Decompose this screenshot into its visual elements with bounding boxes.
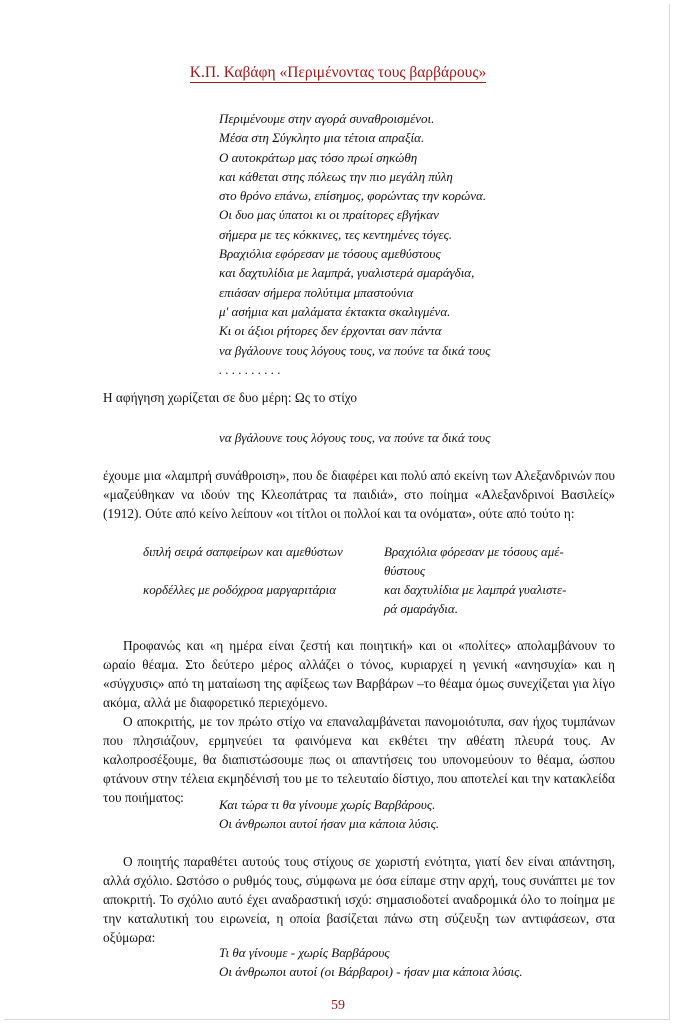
comparison-right-4: ρά σμαράγδια. xyxy=(384,601,458,616)
poem-line: Ο αυτοκράτωρ μας τόσο πρωί σηκώθη xyxy=(219,149,418,165)
quote-line: Οι άνθρωποι αυτοί (οι Βάρβαροι) - ήσαν μια κάποια λύσις. xyxy=(219,964,523,979)
poem-line: σήμερα με τες κόκκινες, τες κεντημένες τόγες. xyxy=(219,226,453,242)
paragraph-2: Προφανώς και «η ημέρα είναι ζεστή και ποιητική» και οι «πολίτες» απολαμβάνουν το ωραίο θέαμα. Στο δεύτερο μέρος αλλάζει ο τόνος, κυριαρχεί η γενική «ανησυχία» και η «σύγχυσις» από τη ματαίωση της αφίξεως των Βαρβάρων –το θέαμα όμως συνεχίζεται για λίγο ακόμα, αλλά με διαφορετικό περιεχόμενο. xyxy=(103,638,615,710)
poem-line: στο θρόνο επάνω, επίσημος, φορώντας την κορώνα. xyxy=(219,188,487,204)
poem-excerpt xyxy=(219,109,490,379)
poem-ellipsis: . . . . . . . . . . xyxy=(219,361,281,377)
comparison-right-2: θύστους xyxy=(384,563,426,578)
comparison-right-1: Βραχιόλια φόρεσαν με τόσους αμέ- xyxy=(384,544,564,559)
paragraph-3: Ο αποκριτής, με τον πρώτο στίχο να επαναλαμβάνεται πανομοιότυπα, σαν ήχος τυμπάνων που πλησιάζουν, ερμηνεύει τα φαινόμενα και εκθέτει την αθέατη πλευρά τους. Αν καλοπροσέξουμε, θα διαπιστώσουμε πως οι απαντήσεις του υπονομεύουν το θέαμα, ώσπου φτάνουν στην τέλεια εκμηδένισή του με το τελευταίο δίστιχο, που αποτελεί και την κατακλείδα του ποιήματος: xyxy=(103,714,615,805)
poem-line: επιάσαν σήμερα πολύτιμα μπαστούνια xyxy=(219,284,414,300)
quote-line: Οι άνθρωποι αυτοί ήσαν μια κάποια λύσις. xyxy=(219,816,440,831)
intro-sentence: Η αφήγηση χωρίζεται σε δυο μέρη: Ως το στίχο xyxy=(103,390,358,405)
poem-line: να βγάλουνε τους λόγους τους, να πούνε τα δικά τους xyxy=(219,342,491,358)
poem-line: Βραχιόλια εφόρεσαν με τόσους αμεθύστους xyxy=(219,246,441,262)
poem-line: και κάθεται στης πόλεως την πιο μεγάλη πύλη xyxy=(219,168,453,184)
page-number: 59 xyxy=(331,998,345,1013)
quote-line: να βγάλουνε τους λόγους τους, να πούνε τα δικά τους xyxy=(219,430,491,445)
title-text: Κ.Π. Καβάφη «Περιμένοντας τους βαρβάρους» xyxy=(189,64,487,81)
comparison-left-2: κορδέλλες με ροδόχροα μαργαριτάρια xyxy=(143,582,337,597)
poem-line: Περιμένουμε στην αγορά συναθροισμένοι. xyxy=(219,111,435,126)
quote-line: Και τώρα τι θα γίνουμε χωρίς Βαρβάρους. xyxy=(219,797,436,812)
comparison-left-1: διπλή σειρά σαπφείρων και αμεθύστων xyxy=(143,544,343,559)
poem-line: μ' ασήμια και μαλάματα έκτακτα σκαλιγμένα. xyxy=(219,303,451,319)
poem-line: Κι οι άξιοι ρήτορες δεν έρχονται σαν πάντα xyxy=(219,323,442,339)
comparison-right-3: και δαχτυλίδια με λαμπρά γυαλιστε- xyxy=(384,582,567,597)
poem-line: Μέσα στη Σύγκλητο μια τέτοια απραξία. xyxy=(219,130,425,146)
poem-line: Οι δυο μας ύπατοι κι οι πραίτορες εβγήκαν xyxy=(219,207,439,223)
poem-line: και δαχτυλίδια με λαμπρά, γυαλιστερά σμαράγδια, xyxy=(219,265,475,281)
page-title xyxy=(0,64,676,82)
quote-line: Τι θα γίνουμε - χωρίς Βαρβάρους xyxy=(219,945,390,960)
paragraph-4: Ο ποιητής παραθέτει αυτούς τους στίχους σε χωριστή ενότητα, γιατί δεν είναι απάντηση, αλλά σχόλιο. Ωστόσο ο ρυθμός τους, σύμφωνα με όσα είπαμε στην αρχή, τους συνάπτει με τον αποκριτή. Το σχόλιο αυτό έχει αναδραστική ισχύ: σημασιοδοτεί αναδρομικά όλο το ποίημα με την καταλυτική του ειρωνεία, η οποία βασίζεται πάνω στη σύζευξη των αντιφάσεων, στα οξύμωρα: xyxy=(103,854,615,945)
paragraph-1: έχουμε μια «λαμπρή συνάθροιση», που δε διαφέρει και πολύ από εκείνη των Αλεξανδρινών που «μαζεύθηκαν να ιδούν της Κλεοπάτρας τα παιδιά», στο ποίημα «Αλεξανδρινοί Βασιλείς» (1912). Ούτε από κείνο λείπουν «οι τίτλοι οι πολλοί και τα ονόματα», ούτε από τούτο η: xyxy=(103,468,615,521)
